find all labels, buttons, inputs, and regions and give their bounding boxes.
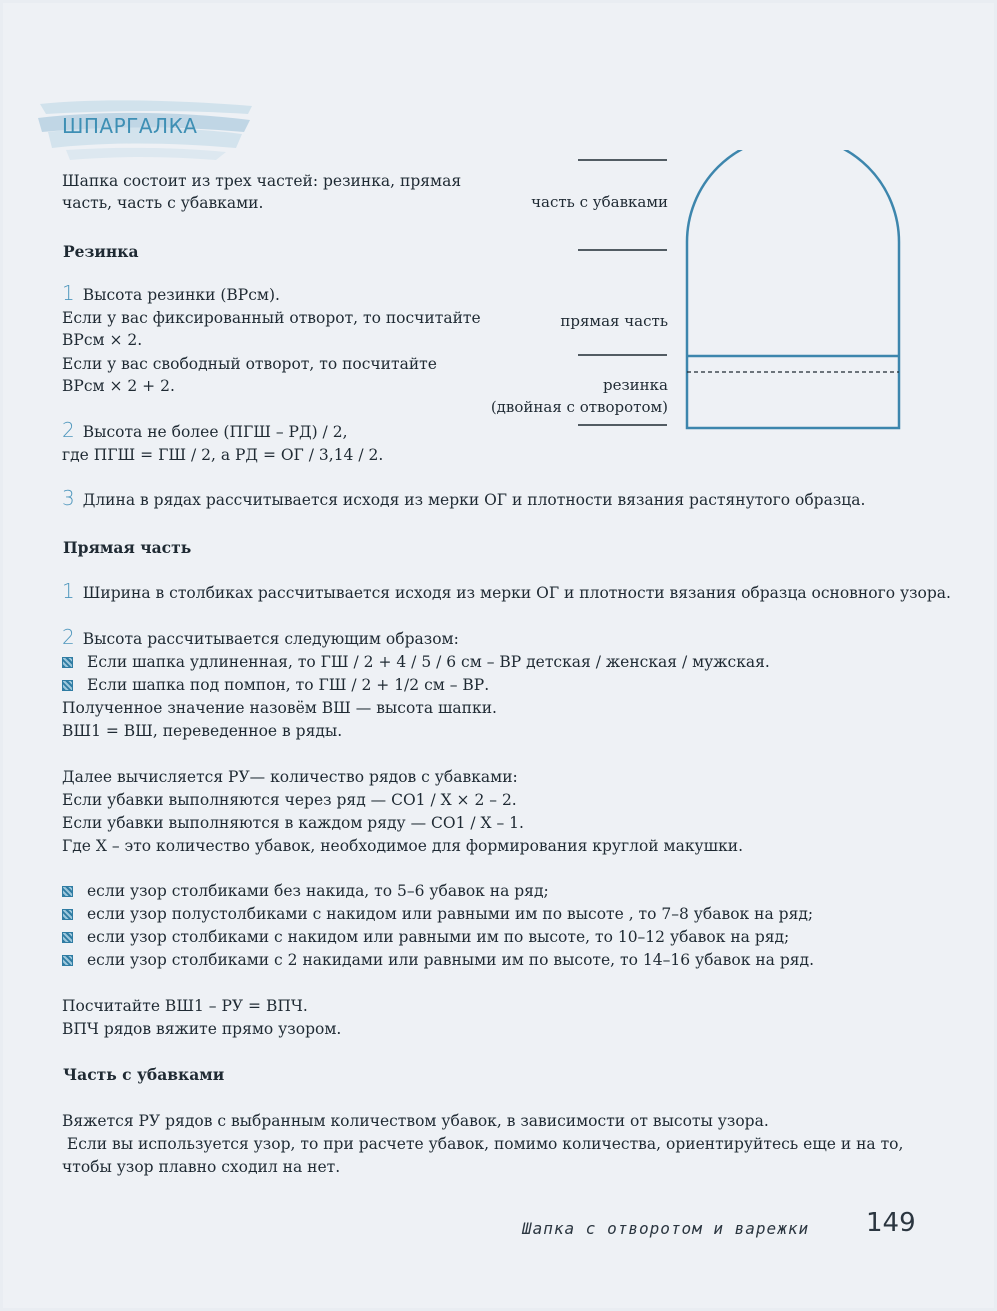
section-heading-rib: Резинка xyxy=(63,242,139,261)
calc-line-2: ВПЧ рядов вяжите прямо узором. xyxy=(62,1020,342,1038)
bullet-square-icon xyxy=(62,955,73,966)
rib-item-1-line-2: Если у вас фиксированный отворот, то посчитайте xyxy=(62,309,481,327)
crown-line-3: чтобы узор плавно сходил на нет. xyxy=(62,1158,341,1176)
step-number: 1 xyxy=(62,281,75,305)
intro-line-2: часть, часть с убавками. xyxy=(62,194,264,212)
page-title: ШПАРГАЛКА xyxy=(62,114,198,138)
rib-item-3: 3 Длина в рядах рассчитывается исходя из мерки ОГ и плотности вязания растянутого образца. xyxy=(62,486,866,510)
bullet-square-icon xyxy=(62,886,73,897)
hat-outline xyxy=(687,150,899,428)
rib-item-2-line-1: 2 Высота не более (ПГШ – РД) / 2, xyxy=(62,418,348,442)
bullet-item: если узор полустолбиками с накидом или равными им по высоте , то 7–8 убавок на ряд; xyxy=(62,903,813,925)
straight-after-line-2: ВШ1 = ВШ, переведенное в ряды. xyxy=(62,722,343,740)
bullet-square-icon xyxy=(62,932,73,943)
diagram-label-rib: резинка xyxy=(603,376,668,394)
diagram-label-crown: часть с убавками xyxy=(531,193,668,211)
crown-line-1: Вяжется РУ рядов с выбранным количеством убавок, в зависимости от высоты узора. xyxy=(62,1112,769,1130)
decrease-line-2: Если убавки выполняются через ряд — СО1 / Х × 2 – 2. xyxy=(62,791,517,809)
crown-line-2: Если вы используется узор, то при расчете убавок, помимо количества, ориентируйтесь еще и на то, xyxy=(62,1135,904,1153)
step-number: 3 xyxy=(62,486,75,510)
bullet-item: если узор столбиками с накидом или равными им по высоте, то 10–12 убавок на ряд; xyxy=(62,926,789,948)
running-footer: Шапка с отворотом и варежки xyxy=(522,1219,810,1238)
calc-line-1: Посчитайте ВШ1 – РУ = ВПЧ. xyxy=(62,997,308,1015)
rib-item-1-line-5: ВРсм × 2 + 2. xyxy=(62,377,175,395)
bullet-square-icon xyxy=(62,657,73,668)
rib-item-2-line-2: где ПГШ = ГШ / 2, а РД = ОГ / 3,14 / 2. xyxy=(62,446,384,464)
diagram-label-straight: прямая часть xyxy=(560,312,668,330)
decrease-line-3: Если убавки выполняются в каждом ряду — СО1 / Х – 1. xyxy=(62,814,524,832)
bullet-item: Если шапка удлиненная, то ГШ / 2 + 4 / 5 / 6 см – ВР детская / женская / мужская. xyxy=(62,651,770,673)
step-number: 2 xyxy=(62,418,75,442)
rib-item-1-line-4: Если у вас свободный отворот, то посчитайте xyxy=(62,355,437,373)
page-number: 149 xyxy=(866,1208,916,1238)
step-number: 2 xyxy=(62,625,75,649)
step-number: 1 xyxy=(62,579,75,603)
straight-after-line-1: Полученное значение назовём ВШ — высота шапки. xyxy=(62,699,497,717)
straight-item-2: 2 Высота рассчитывается следующим образом: xyxy=(62,625,459,649)
straight-item-1: 1 Ширина в столбиках рассчитывается исходя из мерки ОГ и плотности вязания образца основного узора. xyxy=(62,579,951,603)
section-heading-straight: Прямая часть xyxy=(63,538,192,557)
intro-line-1: Шапка состоит из трех частей: резинка, прямая xyxy=(62,172,462,190)
bullet-item: если узор столбиками без накида, то 5–6 убавок на ряд; xyxy=(62,880,549,902)
bullet-item: Если шапка под помпон, то ГШ / 2 + 1/2 см – ВР. xyxy=(62,674,489,696)
diagram-label-rib-note: (двойная с отворотом) xyxy=(490,398,668,416)
bullet-square-icon xyxy=(62,909,73,920)
decrease-line-4: Где Х – это количество убавок, необходимое для формирования круглой макушки. xyxy=(62,837,744,855)
rib-item-1-line-1: 1 Высота резинки (ВРсм). xyxy=(62,281,280,305)
rib-item-1-line-3: ВРсм × 2. xyxy=(62,331,143,349)
bullet-item: если узор столбиками с 2 накидами или равными им по высоте, то 14–16 убавок на ряд. xyxy=(62,949,814,971)
bullet-square-icon xyxy=(62,680,73,691)
section-heading-crown: Часть с убавками xyxy=(63,1065,225,1084)
decrease-line-1: Далее вычисляется РУ— количество рядов с убавками: xyxy=(62,768,518,786)
